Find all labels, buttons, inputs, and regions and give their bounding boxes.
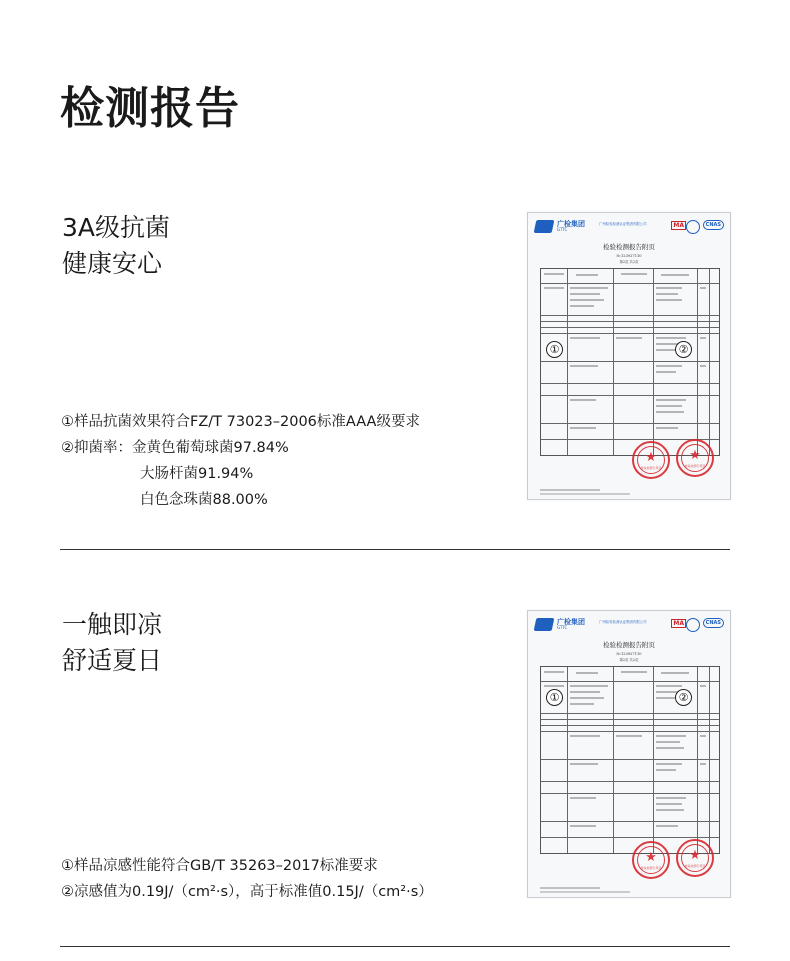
- report-number: №:123927110: [616, 652, 642, 656]
- logo-mark-icon: [534, 220, 555, 233]
- report-header: [535, 617, 724, 633]
- cnas-mark-icon: CNAS: [703, 220, 724, 230]
- report-page-number: 第2页 共2页: [619, 658, 639, 662]
- section-divider: [60, 549, 730, 550]
- circled-number-icon: ②: [675, 341, 692, 358]
- heading-line-2: 健康安心: [62, 249, 163, 278]
- cnas-mark-icon: CNAS: [703, 618, 724, 628]
- seal-stamp-icon: ★ 检验检测专用章: [676, 439, 714, 477]
- logo-sub: GTTC: [557, 227, 568, 232]
- report-table: [540, 666, 720, 854]
- circled-number-icon: ②: [675, 689, 692, 706]
- note-e-coli: 大肠杆菌91.94%: [140, 466, 254, 482]
- test-report-image-antibacterial: [527, 212, 731, 500]
- seal-stamp-icon: ★ 检验检测专用章: [632, 841, 670, 879]
- heading-line-1: 3A级抗菌: [62, 213, 171, 242]
- company-name: 广州检验检测认证集团有限公司: [599, 620, 647, 624]
- section-heading-cooling: [62, 607, 162, 679]
- test-report-image-cooling: [527, 610, 731, 898]
- report-table: [540, 268, 720, 456]
- report-title: 检验检测报告附页: [603, 641, 655, 649]
- logo-sub: GTTC: [557, 625, 568, 630]
- circled-number-icon: ①: [546, 341, 563, 358]
- section-divider: [60, 946, 730, 947]
- logo-mark-icon: [534, 618, 555, 631]
- logo-text: 广检集团: [557, 220, 585, 228]
- report-title: 检验检测报告附页: [603, 243, 655, 251]
- note-standard: ①样品凉感性能符合GB/T 35263–2017标准要求: [61, 858, 378, 874]
- heading-line-2: 舒适夏日: [62, 646, 163, 675]
- stamp-text: 检验检测专用章: [640, 866, 662, 870]
- circled-number-icon: ①: [546, 689, 563, 706]
- note-cooling-value: ②凉感值为0.19J/（cm²·s），高于标准值0.15J/（cm²·s）: [61, 884, 433, 900]
- cma-mark-icon: MA: [673, 620, 684, 627]
- seal-stamp-icon: ★ 检验检测专用章: [632, 441, 670, 479]
- seal-stamp-icon: ★ 检验检测专用章: [676, 839, 714, 877]
- logo-text: 广检集团: [557, 618, 585, 626]
- report-header: [535, 219, 724, 235]
- note-standard: ①样品抗菌效果符合FZ/T 73023–2006标准AAA级要求: [61, 414, 420, 430]
- report-page-number: 第2页 共2页: [619, 260, 639, 264]
- ilac-mark-icon: [686, 618, 700, 632]
- company-name: 广州检验检测认证集团有限公司: [599, 222, 647, 226]
- note-candida: 白色念珠菌88.00%: [140, 492, 268, 508]
- note-inhibition-rate: ②抑菌率：金黄色葡萄球菌97.84%: [61, 440, 289, 456]
- cooling-notes: [61, 853, 433, 905]
- stamp-text: 检验检测专用章: [684, 464, 706, 468]
- stamp-text: 检验检测专用章: [640, 466, 662, 470]
- ilac-mark-icon: [686, 220, 700, 234]
- page-title: 检测报告: [60, 83, 240, 134]
- report-number: №:123927110: [616, 254, 642, 258]
- section-heading-antibacterial: [62, 210, 170, 282]
- heading-line-1: 一触即凉: [62, 610, 163, 639]
- antibacterial-notes: [61, 409, 420, 513]
- cma-mark-icon: MA: [673, 222, 684, 229]
- stamp-text: 检验检测专用章: [684, 864, 706, 868]
